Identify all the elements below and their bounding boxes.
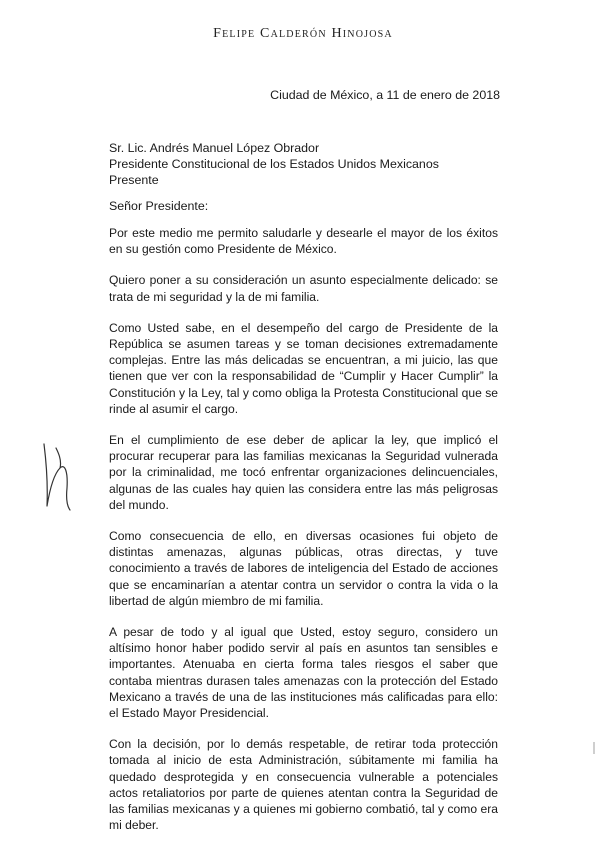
salutation: Señor Presidente: <box>109 199 209 213</box>
addressee-block <box>109 140 439 188</box>
addressee-name: Sr. Lic. Andrés Manuel López Obrador <box>109 141 320 155</box>
letter-body <box>109 225 498 849</box>
paragraph-7: Con la decisión, por lo demás respetable, de retirar toda protección tomada al inicio de esta Administración, súbitamente mi familia ha quedado desprotegida y en consecuencia vulnerable a potenciales actos retaliatorios por parte de quienes atentan contra la Seguridad de las familias mexicanas y a quienes mi gobierno combatió, tal y como era mi deber. <box>109 737 498 833</box>
letterhead-name: Felipe Calderón Hinojosa <box>213 26 393 41</box>
paragraph-6: A pesar de todo y al igual que Usted, estoy seguro, considero un altísimo honor haber podido servir al país en asuntos tan sensibles e importantes. Atenuaba en cierta forma tales riesgos el saber que contaba mientras durasen tales amenazas con la protección del Estado Mexicano a través de una de las instituciones más calificadas para ello: el Estado Mayor Presidencial. <box>109 625 498 721</box>
paragraph-1: Por este medio me permito saludarle y desearle el mayor de los éxitos en su gestión como Presidente de México. <box>109 226 498 257</box>
paragraph-2: Quiero poner a su consideración un asunto especialmente delicado: se trata de mi seguridad y la de mi familia. <box>109 273 498 304</box>
margin-mark <box>593 742 595 754</box>
paragraph-5: Como consecuencia de ello, en diversas ocasiones fui objeto de distintas amenazas, algunas públicas, otras directas, y tuve conocimiento a través de labores de inteligencia del Estado de acciones que se encaminarían a atentar contra un servidor o contra la vida o la libertad de algún miembro de mi familia. <box>109 529 498 608</box>
addressee-presente: Presente <box>109 173 159 187</box>
date-line: Ciudad de México, a 11 de enero de 2018 <box>270 88 500 102</box>
initials-signature <box>40 438 80 514</box>
addressee-title: Presidente Constitucional de los Estados Unidos Mexicanos <box>109 157 439 171</box>
paragraph-4: En el cumplimiento de ese deber de aplicar la ley, que implicó el procurar recuperar para las familias mexicanas la Seguridad vulnerada por la criminalidad, me tocó enfrentar organizaciones delincuenciales, algunas de las cuales hay quien las considera entre las más peligrosas del mundo. <box>109 433 498 512</box>
paragraph-3: Como Usted sabe, en el desempeño del cargo de Presidente de la República se asumen tareas y se toman decisiones extremadamente complejas. Entre las más delicadas se encuentran, a mi juicio, las que tienen que ver con la responsabilidad de “Cumplir y Hacer Cumplir” la Constitución y la Ley, tal y como obliga la Protesta Constitucional que se rinde al asumir el cargo. <box>109 320 498 416</box>
